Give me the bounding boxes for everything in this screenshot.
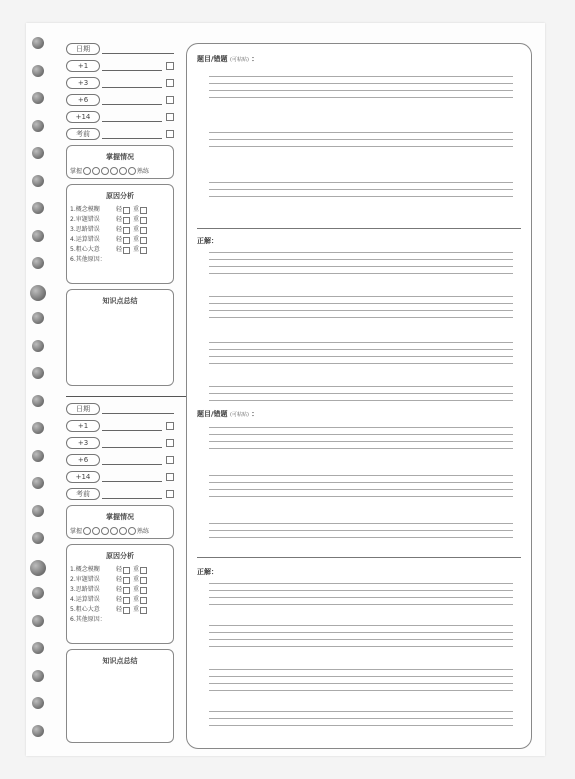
heavy-checkbox[interactable]	[140, 597, 147, 604]
review-pill: +14	[66, 111, 100, 123]
review-checkbox[interactable]	[166, 79, 174, 87]
review-checkbox[interactable]	[166, 456, 174, 464]
mastery-circle[interactable]	[119, 527, 127, 535]
review-line[interactable]	[102, 121, 162, 122]
binder-hole	[30, 560, 46, 576]
heavy-label: 重	[133, 226, 140, 233]
analysis-row	[70, 205, 170, 215]
light-label: 轻	[116, 586, 123, 593]
review-line[interactable]	[102, 138, 162, 139]
review-row	[66, 94, 174, 106]
writing-line	[209, 273, 513, 274]
binder-hole	[32, 532, 44, 544]
writing-line	[209, 90, 513, 91]
date-pill: 日期	[66, 43, 100, 55]
binder-hole	[32, 505, 44, 517]
heavy-checkbox[interactable]	[140, 577, 147, 584]
writing-line	[209, 83, 513, 84]
light-checkbox[interactable]	[123, 607, 130, 614]
mastery-title: 掌握情况	[106, 153, 134, 161]
analysis-item: 4.运算错误	[70, 596, 100, 603]
light-checkbox[interactable]	[123, 567, 130, 574]
binder-hole	[32, 587, 44, 599]
question-suffix: ：	[251, 55, 259, 63]
analysis-row	[70, 565, 170, 575]
review-row	[66, 437, 174, 449]
question-sub-text: (可粘贴)	[230, 412, 249, 418]
analysis-item: 3.思路错误	[70, 586, 100, 593]
mastery-circle[interactable]	[101, 527, 109, 535]
writing-line	[209, 196, 513, 197]
writing-line	[209, 639, 513, 640]
mastery-box	[66, 145, 174, 179]
analysis-item: 5.粗心大意	[70, 606, 100, 613]
writing-line	[209, 583, 513, 584]
mastery-left-label: 掌握	[70, 528, 83, 535]
review-pill: +1	[66, 60, 100, 72]
analysis-item: 3.思路错误	[70, 226, 100, 233]
writing-line	[209, 356, 513, 357]
writing-line	[209, 189, 513, 190]
light-checkbox[interactable]	[123, 237, 130, 244]
analysis-item: 1.概念模糊	[70, 206, 100, 213]
solution-label: 正解：	[197, 568, 218, 576]
review-row	[66, 111, 174, 123]
analysis-item: 4.运算错误	[70, 236, 100, 243]
review-checkbox[interactable]	[166, 62, 174, 70]
review-line[interactable]	[102, 498, 162, 499]
writing-line	[209, 310, 513, 311]
writing-line	[209, 342, 513, 343]
binder-hole	[32, 37, 44, 49]
writing-line	[209, 523, 513, 524]
binder-hole	[32, 312, 44, 324]
entry-section-bottom	[66, 401, 532, 749]
writing-line	[209, 475, 513, 476]
review-pill: 考前	[66, 488, 100, 500]
heavy-checkbox[interactable]	[140, 587, 147, 594]
heavy-checkbox[interactable]	[140, 217, 147, 224]
binder-hole	[32, 395, 44, 407]
knowledge-title: 知识点总结	[102, 297, 138, 305]
review-row	[66, 488, 174, 500]
writing-line	[209, 482, 513, 483]
light-label: 轻	[116, 246, 123, 253]
analysis-row	[70, 225, 170, 235]
binder-hole	[32, 340, 44, 352]
analysis-box	[66, 184, 174, 284]
light-checkbox[interactable]	[123, 587, 130, 594]
review-checkbox[interactable]	[166, 113, 174, 121]
analysis-item: 2.审题错误	[70, 216, 100, 223]
question-sub-text: (可粘贴)	[230, 57, 249, 63]
light-label: 轻	[116, 216, 123, 223]
binder-hole	[32, 202, 44, 214]
review-row	[66, 471, 174, 483]
light-checkbox[interactable]	[123, 217, 130, 224]
mastery-circle[interactable]	[92, 527, 100, 535]
writing-line	[209, 669, 513, 670]
writing-line	[209, 317, 513, 318]
writing-line	[209, 489, 513, 490]
writing-line	[209, 530, 513, 531]
light-checkbox[interactable]	[123, 247, 130, 254]
analysis-row	[70, 585, 170, 595]
writing-line	[209, 182, 513, 183]
heavy-checkbox[interactable]	[140, 207, 147, 214]
light-label: 轻	[116, 226, 123, 233]
writing-line	[209, 296, 513, 297]
mastery-scale	[70, 526, 170, 535]
binder-hole	[32, 257, 44, 269]
writing-line	[209, 97, 513, 98]
mastery-right-label: 熟练	[137, 168, 150, 175]
analysis-title: 原因分析	[106, 192, 134, 200]
binder-hole	[32, 92, 44, 104]
mastery-circle[interactable]	[83, 167, 91, 175]
review-row	[66, 128, 174, 140]
mastery-left-label: 掌握	[70, 168, 83, 175]
writing-line	[209, 690, 513, 691]
writing-line	[209, 386, 513, 387]
mastery-circle[interactable]	[119, 167, 127, 175]
review-checkbox[interactable]	[166, 130, 174, 138]
review-pill: +3	[66, 77, 100, 89]
review-line[interactable]	[102, 464, 162, 465]
review-row	[66, 454, 174, 466]
analysis-box	[66, 544, 174, 644]
binder-hole	[32, 642, 44, 654]
writing-line	[209, 266, 513, 267]
date-row	[66, 43, 174, 55]
notebook-page	[26, 23, 545, 756]
date-line[interactable]	[102, 53, 174, 54]
review-checkbox[interactable]	[166, 422, 174, 430]
binder-hole	[32, 175, 44, 187]
binder-hole	[32, 670, 44, 682]
light-checkbox[interactable]	[123, 597, 130, 604]
review-row	[66, 77, 174, 89]
question-solution-divider	[197, 557, 521, 558]
writing-line	[209, 139, 513, 140]
entry-section-top	[66, 43, 532, 401]
question-panel	[186, 401, 532, 749]
mastery-right-label: 熟练	[137, 528, 150, 535]
analysis-other: 6.其他原因：	[70, 256, 106, 263]
review-checkbox[interactable]	[166, 96, 174, 104]
light-label: 轻	[116, 576, 123, 583]
knowledge-box[interactable]	[66, 289, 174, 386]
writing-line	[209, 76, 513, 77]
writing-line	[209, 393, 513, 394]
binder-hole	[32, 615, 44, 627]
analysis-other: 6.其他原因：	[70, 616, 106, 623]
mastery-circle[interactable]	[128, 527, 136, 535]
light-checkbox[interactable]	[123, 227, 130, 234]
binder-hole	[32, 477, 44, 489]
light-label: 轻	[116, 596, 123, 603]
knowledge-title: 知识点总结	[102, 657, 138, 665]
analysis-item: 2.审题错误	[70, 576, 100, 583]
analysis-row	[70, 245, 170, 255]
heavy-checkbox[interactable]	[140, 237, 147, 244]
mastery-scale	[70, 166, 170, 175]
review-line[interactable]	[102, 481, 162, 482]
writing-line	[209, 646, 513, 647]
review-line[interactable]	[102, 430, 162, 431]
heavy-checkbox[interactable]	[140, 227, 147, 234]
mastery-title: 掌握情况	[106, 513, 134, 521]
question-solution-divider	[197, 228, 521, 229]
analysis-row	[70, 575, 170, 585]
review-pill: 考前	[66, 128, 100, 140]
writing-line	[209, 496, 513, 497]
question-label	[197, 54, 258, 64]
question-label-text: 题目/错题	[197, 410, 228, 418]
binder-hole	[30, 285, 46, 301]
writing-line	[209, 711, 513, 712]
writing-line	[209, 718, 513, 719]
review-pill: +6	[66, 94, 100, 106]
writing-line	[209, 683, 513, 684]
writing-line	[209, 725, 513, 726]
review-line[interactable]	[102, 70, 162, 71]
mastery-circle[interactable]	[110, 527, 118, 535]
writing-line	[209, 448, 513, 449]
light-label: 轻	[116, 606, 123, 613]
heavy-label: 重	[133, 576, 140, 583]
writing-line	[209, 604, 513, 605]
heavy-label: 重	[133, 606, 140, 613]
heavy-label: 重	[133, 236, 140, 243]
date-pill: 日期	[66, 403, 100, 415]
review-line[interactable]	[102, 104, 162, 105]
heavy-label: 重	[133, 216, 140, 223]
mastery-circle[interactable]	[83, 527, 91, 535]
mastery-box	[66, 505, 174, 539]
analysis-row	[70, 595, 170, 605]
binder-hole	[32, 725, 44, 737]
question-label	[197, 409, 258, 419]
heavy-label: 重	[133, 206, 140, 213]
mastery-circle[interactable]	[101, 167, 109, 175]
light-checkbox[interactable]	[123, 577, 130, 584]
writing-line	[209, 625, 513, 626]
writing-line	[209, 632, 513, 633]
review-pill: +3	[66, 437, 100, 449]
writing-line	[209, 363, 513, 364]
heavy-label: 重	[133, 596, 140, 603]
review-row	[66, 420, 174, 432]
heavy-checkbox[interactable]	[140, 607, 147, 614]
binder-hole	[32, 65, 44, 77]
mastery-circle[interactable]	[110, 167, 118, 175]
writing-line	[209, 676, 513, 677]
writing-line	[209, 349, 513, 350]
analysis-row	[70, 215, 170, 225]
question-suffix: ：	[251, 410, 259, 418]
question-panel	[186, 43, 532, 401]
writing-line	[209, 434, 513, 435]
writing-line	[209, 132, 513, 133]
heavy-label: 重	[133, 566, 140, 573]
analysis-title: 原因分析	[106, 552, 134, 560]
review-checkbox[interactable]	[166, 490, 174, 498]
date-row	[66, 403, 174, 415]
writing-line	[209, 537, 513, 538]
light-label: 轻	[116, 236, 123, 243]
review-pill: +1	[66, 420, 100, 432]
date-line[interactable]	[102, 413, 174, 414]
writing-line	[209, 597, 513, 598]
solution-label: 正解：	[197, 237, 218, 245]
writing-line	[209, 259, 513, 260]
review-checkbox[interactable]	[166, 473, 174, 481]
review-checkbox[interactable]	[166, 439, 174, 447]
analysis-row	[70, 235, 170, 245]
analysis-row	[70, 605, 170, 615]
binder-hole	[32, 230, 44, 242]
writing-line	[209, 146, 513, 147]
heavy-checkbox[interactable]	[140, 567, 147, 574]
review-pill: +14	[66, 471, 100, 483]
light-checkbox[interactable]	[123, 207, 130, 214]
light-label: 轻	[116, 206, 123, 213]
analysis-item: 5.粗心大意	[70, 246, 100, 253]
writing-line	[209, 590, 513, 591]
binder-hole	[32, 422, 44, 434]
binder-hole	[32, 697, 44, 709]
writing-line	[209, 441, 513, 442]
review-row	[66, 60, 174, 72]
review-pill: +6	[66, 454, 100, 466]
analysis-item: 1.概念模糊	[70, 566, 100, 573]
writing-line	[209, 252, 513, 253]
light-label: 轻	[116, 566, 123, 573]
analysis-row-other	[70, 255, 170, 265]
analysis-row-other	[70, 615, 170, 625]
mastery-circle[interactable]	[92, 167, 100, 175]
mastery-circle[interactable]	[128, 167, 136, 175]
knowledge-box[interactable]	[66, 649, 174, 743]
heavy-label: 重	[133, 246, 140, 253]
writing-line	[209, 303, 513, 304]
review-line[interactable]	[102, 87, 162, 88]
binder-hole	[32, 120, 44, 132]
review-line[interactable]	[102, 447, 162, 448]
binder-hole	[32, 147, 44, 159]
binder-hole	[32, 367, 44, 379]
question-label-text: 题目/错题	[197, 55, 228, 63]
writing-line	[209, 427, 513, 428]
binder-hole	[32, 450, 44, 462]
review-column	[66, 403, 174, 743]
review-column	[66, 43, 174, 386]
heavy-label: 重	[133, 586, 140, 593]
heavy-checkbox[interactable]	[140, 247, 147, 254]
